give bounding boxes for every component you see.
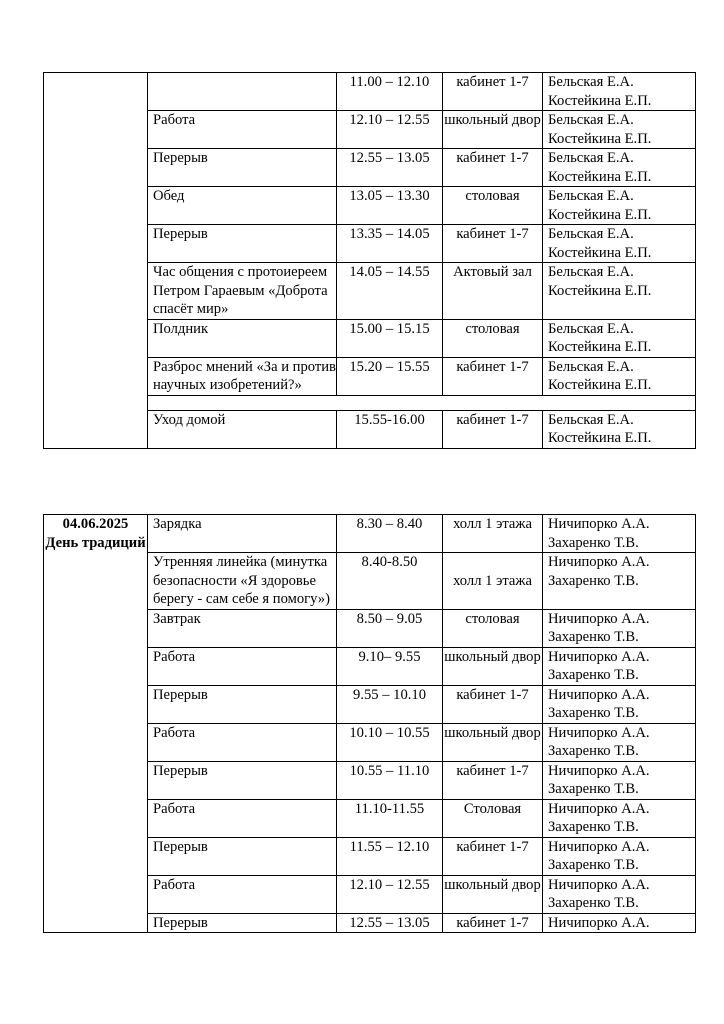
activity-cell: Перерыв xyxy=(148,685,337,723)
staff-name: Костейкина Е.П. xyxy=(548,282,652,299)
time-cell: 13.35 – 14.05 xyxy=(337,225,443,263)
time-cell: 11.10-11.55 xyxy=(337,799,443,837)
time-cell: 14.05 – 14.55 xyxy=(337,263,443,320)
activity-cell: Завтрак xyxy=(148,609,337,647)
activity-cell: Перерыв xyxy=(148,837,337,875)
staff-name: Захаренко Т.В. xyxy=(548,743,639,759)
schedule-table-day-of-traditions xyxy=(43,514,696,933)
place-cell: кабинет 1-7 xyxy=(443,73,543,111)
staff-name: Бельская Е.А. xyxy=(548,226,634,242)
staff-name: Костейкина Е.П. xyxy=(548,130,652,147)
staff-name: Захаренко Т.В. xyxy=(548,705,639,721)
staff-cell xyxy=(543,875,696,913)
activity-cell: Перерыв xyxy=(148,913,337,933)
day-title: День традиций xyxy=(45,534,146,551)
activity-cell: Перерыв xyxy=(148,761,337,799)
staff-name: Костейкина Е.П. xyxy=(548,244,652,261)
staff-cell xyxy=(543,111,696,149)
staff-name: Костейкина Е.П. xyxy=(548,168,652,185)
staff-cell xyxy=(543,225,696,263)
staff-name: Захаренко Т.В. xyxy=(548,819,639,835)
staff-name: Захаренко Т.В. xyxy=(548,667,639,683)
time-cell: 10.55 – 11.10 xyxy=(337,761,443,799)
time-cell: 12.55 – 13.05 xyxy=(337,149,443,187)
time-cell: 15.20 – 15.55 xyxy=(337,357,443,395)
place-cell: школьный двор xyxy=(443,647,543,685)
place-cell: кабинет 1-7 xyxy=(443,225,543,263)
staff-name: Ничипорко А.А. xyxy=(548,724,650,741)
staff-cell xyxy=(543,837,696,875)
activity-cell: Работа xyxy=(148,875,337,913)
staff-name: Ничипорко А.А. xyxy=(548,686,650,703)
staff-name: Костейкина Е.П. xyxy=(548,339,652,355)
staff-cell xyxy=(543,553,696,610)
place-cell: Актовый зал xyxy=(443,263,543,320)
time-cell: 8.40-8.50 xyxy=(337,553,443,610)
day-cell xyxy=(44,515,148,933)
activity-cell: Час общения с протоиереем Петром Гараевым «Доброта спасёт мир» xyxy=(148,263,337,320)
staff-name: Захаренко Т.В. xyxy=(548,572,639,589)
staff-name: Ничипорко А.А. xyxy=(548,800,650,817)
schedule-table-day-continued xyxy=(43,72,696,449)
staff-name: Бельская Е.А. xyxy=(548,188,634,204)
staff-name: Ничипорко А.А. xyxy=(548,554,650,570)
place-cell: школьный двор xyxy=(443,723,543,761)
activity-cell: Обед xyxy=(148,187,337,225)
staff-name: Костейкина Е.П. xyxy=(548,92,652,109)
staff-name: Бельская Е.А. xyxy=(548,150,634,166)
activity-cell: Работа xyxy=(148,111,337,149)
time-cell: 12.10 – 12.55 xyxy=(337,111,443,149)
activity-cell: Перерыв xyxy=(148,149,337,187)
place-cell: кабинет 1-7 xyxy=(443,685,543,723)
time-cell: 12.55 – 13.05 xyxy=(337,913,443,933)
staff-name: Ничипорко А.А. xyxy=(548,762,650,779)
staff-cell xyxy=(543,647,696,685)
place-cell: школьный двор xyxy=(443,111,543,149)
staff-cell xyxy=(543,761,696,799)
staff-name: Бельская Е.А. xyxy=(548,320,634,337)
place-cell: столовая xyxy=(443,319,543,357)
activity-cell xyxy=(148,73,337,111)
staff-cell xyxy=(543,723,696,761)
staff-name: Костейкина Е.П. xyxy=(548,377,652,393)
activity-cell: Работа xyxy=(148,723,337,761)
time-cell: 15.55-16.00 xyxy=(337,410,443,448)
staff-name: Ничипорко А.А. xyxy=(548,876,650,893)
place-cell: кабинет 1-7 xyxy=(443,837,543,875)
time-cell: 13.05 – 13.30 xyxy=(337,187,443,225)
staff-name: Захаренко Т.В. xyxy=(548,895,639,911)
staff-name: Костейкина Е.П. xyxy=(548,430,652,446)
spacer-cell xyxy=(148,395,696,410)
place-cell: кабинет 1-7 xyxy=(443,149,543,187)
staff-cell xyxy=(543,799,696,837)
staff-name: Бельская Е.А. xyxy=(548,264,634,280)
staff-name: Бельская Е.А. xyxy=(548,358,634,375)
staff-name: Бельская Е.А. xyxy=(548,411,634,428)
activity-cell: Работа xyxy=(148,647,337,685)
place-cell: столовая xyxy=(443,609,543,647)
day-date: 04.06.2025 xyxy=(62,516,129,532)
staff-cell xyxy=(543,187,696,225)
staff-name: Бельская Е.А. xyxy=(548,112,634,128)
staff-cell xyxy=(543,685,696,723)
time-cell: 11.00 – 12.10 xyxy=(337,73,443,111)
staff-cell xyxy=(543,609,696,647)
staff-cell xyxy=(543,149,696,187)
activity-cell: Работа xyxy=(148,799,337,837)
time-cell: 12.10 – 12.55 xyxy=(337,875,443,913)
time-cell: 11.55 – 12.10 xyxy=(337,837,443,875)
time-cell: 10.10 – 10.55 xyxy=(337,723,443,761)
staff-name: Захаренко Т.В. xyxy=(548,629,639,645)
staff-cell xyxy=(543,410,696,448)
activity-cell: Разброс мнений «За и против научных изобретений?» xyxy=(148,357,337,395)
time-cell: 8.30 – 8.40 xyxy=(337,515,443,553)
place-cell: холл 1 этажа xyxy=(443,515,543,553)
staff-name: Бельская Е.А. xyxy=(548,74,634,90)
activity-cell: Уход домой xyxy=(148,410,337,448)
place-cell: кабинет 1-7 xyxy=(443,913,543,933)
place-cell: столовая xyxy=(443,187,543,225)
staff-name: Ничипорко А.А. xyxy=(548,648,650,665)
activity-cell: Зарядка xyxy=(148,515,337,553)
staff-name: Ничипорко А.А. xyxy=(548,516,650,532)
table-row xyxy=(44,73,696,111)
staff-name: Ничипорко А.А. xyxy=(548,914,650,931)
staff-cell xyxy=(543,515,696,553)
table-row xyxy=(44,515,696,553)
place-cell: Столовая xyxy=(443,799,543,837)
staff-name: Ничипорко А.А. xyxy=(548,610,650,627)
staff-name: Костейкина Е.П. xyxy=(548,206,652,223)
time-cell: 8.50 – 9.05 xyxy=(337,609,443,647)
time-cell: 9.55 – 10.10 xyxy=(337,685,443,723)
activity-cell: Перерыв xyxy=(148,225,337,263)
staff-cell xyxy=(543,913,696,933)
staff-cell xyxy=(543,357,696,395)
place-cell: кабинет 1-7 xyxy=(443,357,543,395)
place-cell: кабинет 1-7 xyxy=(443,761,543,799)
staff-cell xyxy=(543,73,696,111)
staff-name: Захаренко Т.В. xyxy=(548,534,639,551)
staff-name: Захаренко Т.В. xyxy=(548,857,639,873)
time-cell: 9.10– 9.55 xyxy=(337,647,443,685)
staff-cell xyxy=(543,319,696,357)
time-cell: 15.00 – 15.15 xyxy=(337,319,443,357)
place-cell: кабинет 1-7 xyxy=(443,410,543,448)
staff-cell xyxy=(543,263,696,320)
staff-name: Ничипорко А.А. xyxy=(548,838,650,855)
activity-cell: Полдник xyxy=(148,319,337,357)
place-cell: школьный двор xyxy=(443,875,543,913)
day-cell xyxy=(44,73,148,449)
staff-name: Захаренко Т.В. xyxy=(548,781,639,797)
activity-cell: Утренняя линейка (минутка безопасности «Я здоровье берегу - сам себе я помогу») xyxy=(148,553,337,610)
place-cell: холл 1 этажа xyxy=(443,553,543,610)
